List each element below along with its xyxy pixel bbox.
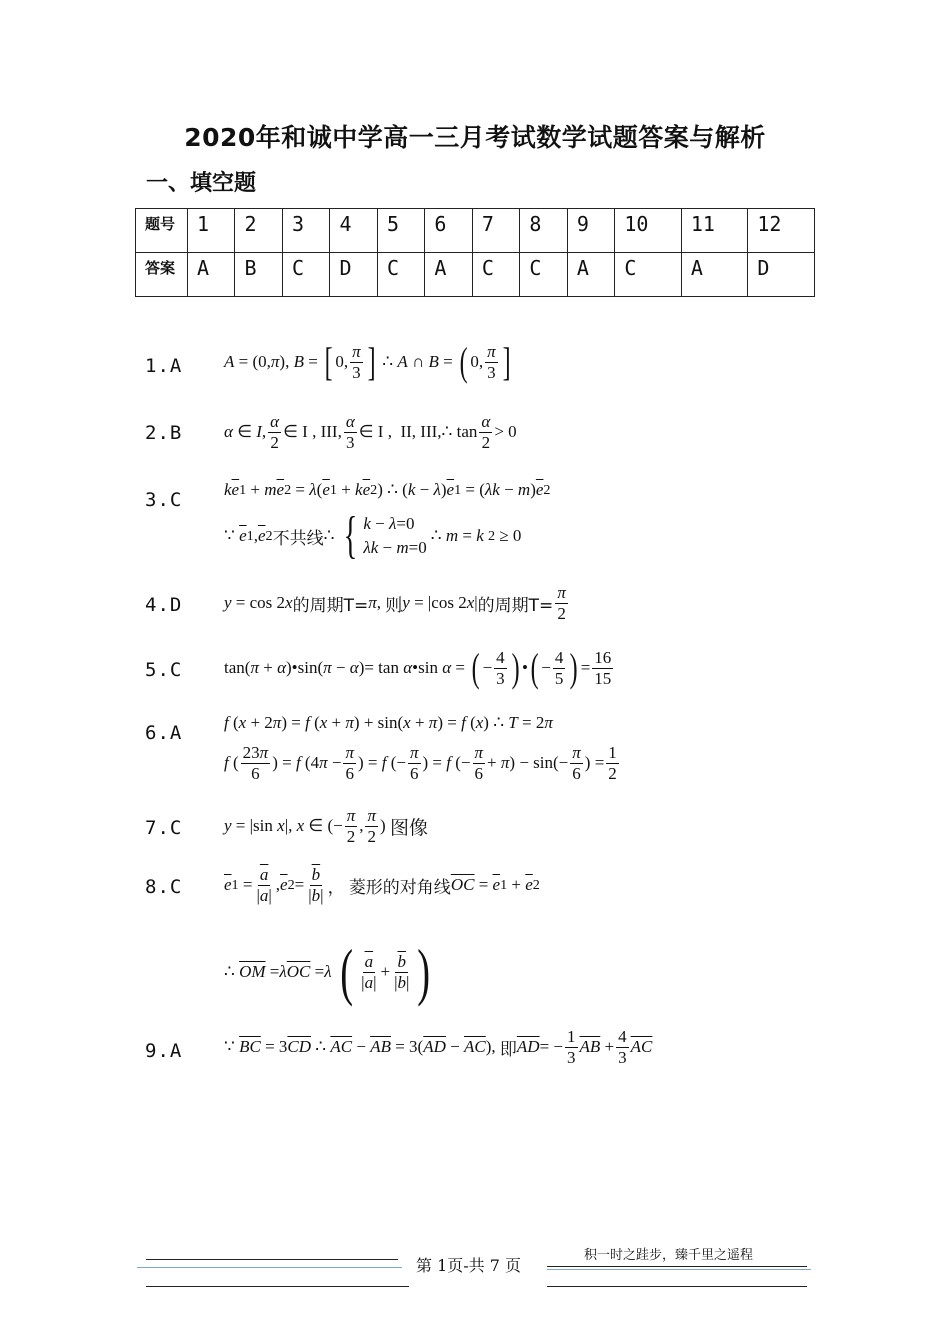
footer-rule [146,1259,398,1260]
solution-formula: A = (0, π ), B = [ 0, $\frac{\pi}{3}$ ] ∴ A ∩ B = ( 0, $\frac{\pi}{3}$ ] [224,339,511,384]
table-cell: C [615,253,682,297]
footer-rule [547,1269,811,1270]
table-cell: A [188,253,235,297]
question-number: 3.C [145,489,183,511]
section-heading: 一、填空题 [146,171,257,196]
table-cell: 2 [235,209,282,253]
table-cell: C [282,253,329,297]
table-cell: C [472,253,519,297]
footer-rule [547,1286,807,1287]
question-number: 8.C [145,876,183,898]
question-number: 7.C [145,817,183,839]
table-cell: A [681,253,748,297]
footer-rule [137,1267,402,1268]
page-number: 第 1页-共 7 页 [416,1256,522,1275]
solution-formula: y = cos 2 x 的周期T= π , 则 y = |cos 2 x | 的周期T= $\frac{\pi}{2}$ [224,583,566,623]
table-cell: A [567,253,614,297]
table-cell: 11 [681,209,748,253]
row-header-number: 题号 [136,209,188,253]
solution-formula: $\overline{e}$ 1 = $\frac{\overline{a}}{|\overline{a}|}$ , $\overline{e}$ 2 = $\frac{\overline{b}}{|\overline{b}|}$ ， 菱形的对角线 $\overline{OC}$ = $\overline{e}$ 1 + $\overline{e}$ 2 [224,865,540,905]
solution-formula: ∵ $\overline{e}$ 1 , $\overline{e}$ 2 不共线 ∴ { k − λ=0 λk − m=0 ∴ m = k 2 ≥ 0 [224,507,522,564]
table-cell: 12 [748,209,815,253]
table-cell: C [520,253,567,297]
footer-rule [547,1266,807,1267]
table-cell: 1 [188,209,235,253]
document-title: 2020年和诚中学高一三月考试数学试题答案与解析 [184,123,766,152]
solution-formula: y = |sin x |, x ∈ (− $\frac{\pi}{2}$ , $\frac{\pi}{2}$ ) 图像 [224,806,428,846]
text-period: 的周期T= [292,595,369,616]
text-ie: 即 [499,1039,517,1060]
table-cell: 5 [377,209,424,253]
table-cell: A [425,253,472,297]
question-number: 5.C [145,659,183,681]
footer-rule [146,1286,409,1287]
question-number: 6.A [145,722,183,744]
table-row-numbers [136,209,815,253]
table-cell: C [377,253,424,297]
solution-formula: ∵ $\overline{BC}$ = 3 $\overline{CD}$ ∴ $\overline{AC}$ − $\overline{AB}$ = 3( $\overline{AD}$ − $\overline{AC}$ ), 即 $\overline{AD}$ = − $\frac{1}{3}$ $\overline{AB}$ + $\frac{4}{3}$ $\overline{AC}$ [224,1027,653,1067]
answer-table [135,208,815,297]
text-graph: 图像 [389,816,428,839]
table-cell: 3 [282,209,329,253]
question-number: 1.A [145,355,183,377]
table-cell: 10 [615,209,682,253]
solution-formula: α ∈ I , $\frac{\alpha}{2}$ ∈ I , III, $\frac{\alpha}{3}$ ∈ I , II, III,∴ tan $\frac{\alpha}{2}$ > 0 [224,412,517,452]
text-then: 则 [385,595,403,616]
question-number: 2.B [145,422,183,444]
solution-formula: tan( π + α )•sin( π − α )= tan α •sin α = ( − $\frac{4}{3}$ ) • ( − $\frac{4}{5}$ ) = $\frac{16}{15}$ [224,645,612,690]
solution-formula: k $\overline{e}$ 1 + m $\overline{e}$ 2 = λ ( $\overline{e}$ 1 + k $\overline{e}$ 2 ) ∴ ( k − λ ) $\overline{e}$ 1 = ( λk − m ) $\overline{e}$ 2 [224,480,551,499]
question-number: 4.D [145,594,183,616]
text-period: 的周期T= [477,595,554,616]
solution-formula: ∴ $\overline{OM}$ = λ $\overline{OC}$ = λ ( $\frac{\overline{a}}{|\overline{a}|}$ + $\frac{\overline{b}}{|\overline{b}|}$ ) [224,936,431,1007]
table-cell: B [235,253,282,297]
text-rhombus: 菱形的对角线 [348,877,451,898]
solution-formula: f ( x + 2 π ) = f ( x + π ) + sin( x + π ) = f ( x ) ∴ T = 2 π [224,713,553,732]
table-cell: 9 [567,209,614,253]
text-noncollinear: 不共线 [272,528,324,549]
row-header-answer: 答案 [136,253,188,297]
table-row-answers [136,253,815,297]
table-cell: D [748,253,815,297]
table-cell: 8 [520,209,567,253]
question-number: 9.A [145,1040,183,1062]
table-cell: D [330,253,377,297]
table-cell: 4 [330,209,377,253]
table-cell: 7 [472,209,519,253]
solution-formula: f ( $\frac{23\pi}{6}$ ) = f (4 π − $\frac{\pi}{6}$ ) = f (− $\frac{\pi}{6}$ ) = f (− $\frac{\pi}{6}$ + π ) − sin(− $\frac{\pi}{6}$ ) = $\frac{1}{2}$ [224,743,617,783]
table-cell: 6 [425,209,472,253]
footer-motto: 积一时之跬步，臻千里之遥程 [584,1248,754,1263]
